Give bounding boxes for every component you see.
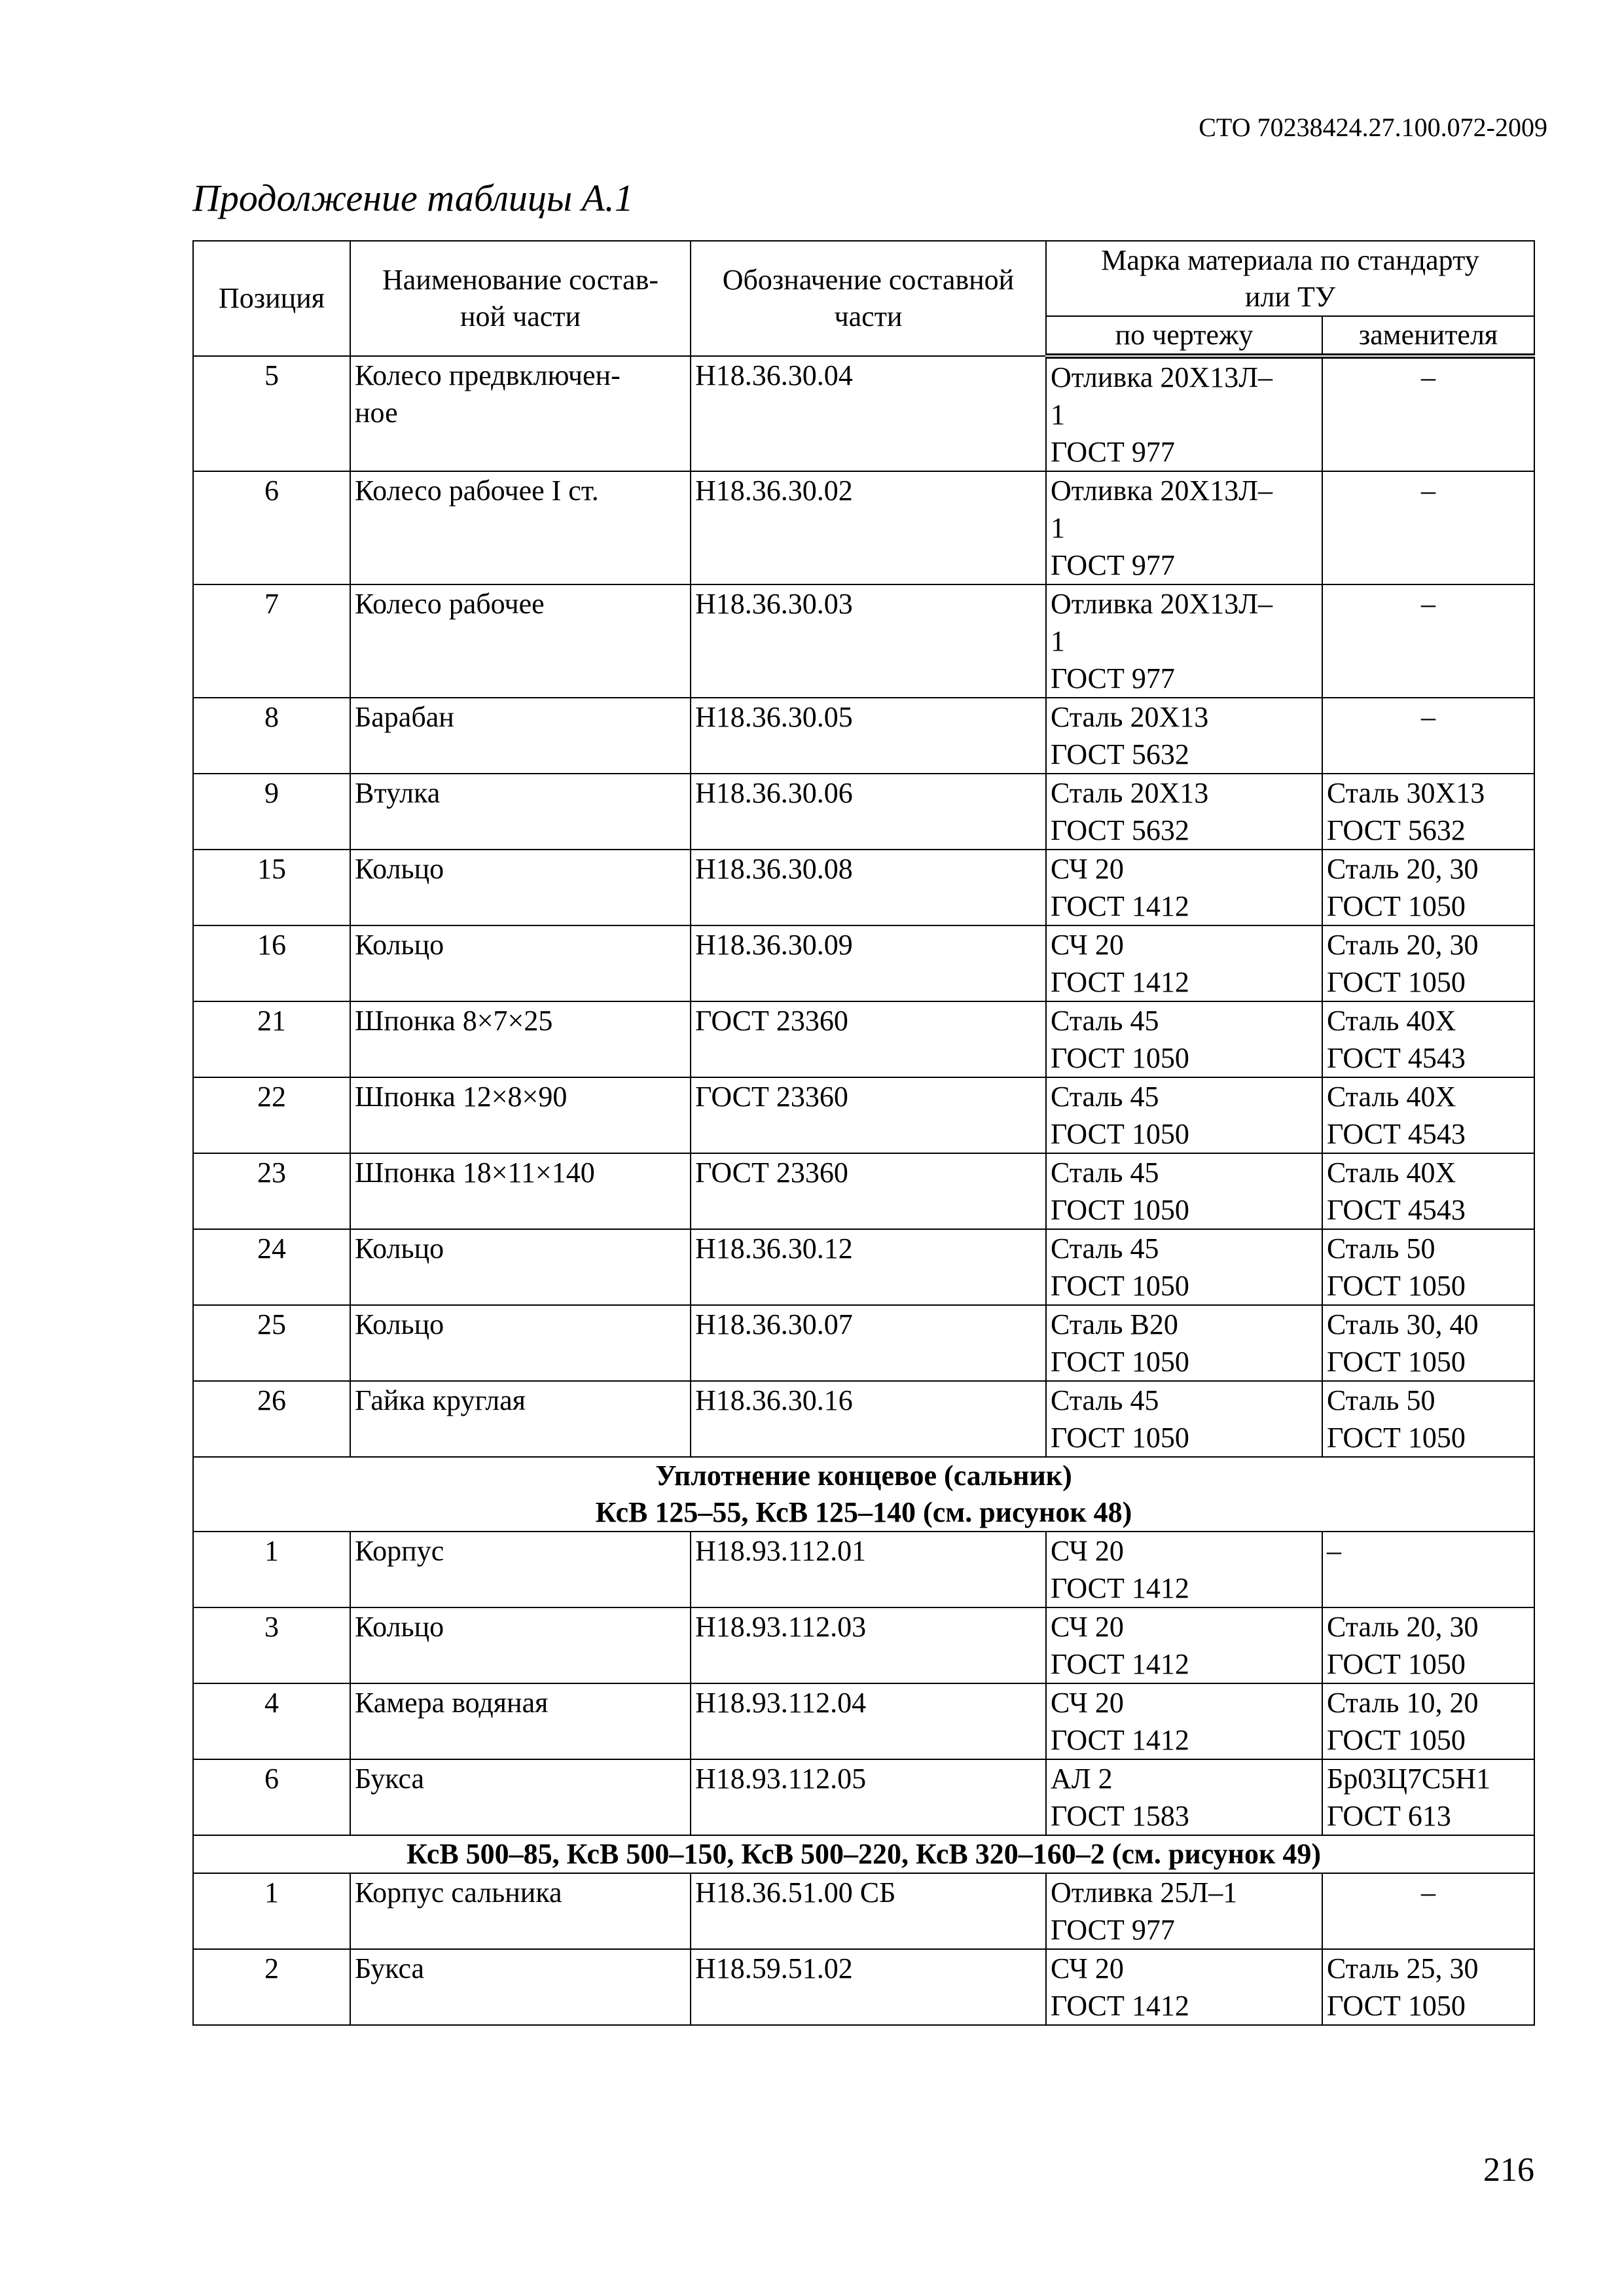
- cell-substitute: Сталь 40Х ГОСТ 4543: [1322, 1077, 1534, 1153]
- cell-material: СЧ 20 ГОСТ 1412: [1046, 1949, 1322, 2025]
- cell-position: 23: [193, 1153, 350, 1229]
- table-row: [193, 774, 1534, 850]
- cell-part-name: Букса: [350, 1759, 691, 1835]
- cell-designation: Н18.36.30.07: [691, 1305, 1046, 1381]
- cell-part-name: Колесо предвключен- ное: [350, 356, 691, 471]
- cell-substitute: Сталь 30Х13 ГОСТ 5632: [1322, 774, 1534, 850]
- section-heading-text: КсВ 500–85, КсВ 500–150, КсВ 500–220, КсВ 320–160–2 (см. рисунок 49): [193, 1835, 1534, 1873]
- cell-part-name: Колесо рабочее I ст.: [350, 471, 691, 584]
- cell-substitute: –: [1322, 471, 1534, 584]
- cell-part-name: Кольцо: [350, 1305, 691, 1381]
- cell-material: Сталь 45 ГОСТ 1050: [1046, 1229, 1322, 1305]
- cell-designation: Н18.59.51.02: [691, 1949, 1046, 2025]
- table-caption: Продолжение таблицы А.1: [192, 177, 634, 219]
- table-header: [193, 241, 1534, 356]
- table-row: [193, 1683, 1534, 1759]
- cell-position: 3: [193, 1607, 350, 1683]
- cell-substitute: Сталь 50 ГОСТ 1050: [1322, 1229, 1534, 1305]
- cell-part-name: Камера водяная: [350, 1683, 691, 1759]
- table-row: [193, 1381, 1534, 1457]
- cell-part-name: Гайка круглая: [350, 1381, 691, 1457]
- table-row: [193, 698, 1534, 774]
- cell-position: 22: [193, 1077, 350, 1153]
- cell-material: СЧ 20 ГОСТ 1412: [1046, 850, 1322, 925]
- cell-part-name: Букса: [350, 1949, 691, 2025]
- cell-substitute: –: [1322, 584, 1534, 698]
- cell-substitute: Бр03Ц7С5Н1 ГОСТ 613: [1322, 1759, 1534, 1835]
- cell-substitute: Сталь 20, 30 ГОСТ 1050: [1322, 850, 1534, 925]
- cell-designation: Н18.36.30.03: [691, 584, 1046, 698]
- cell-designation: Н18.36.30.12: [691, 1229, 1046, 1305]
- cell-part-name: Шпонка 8×7×25: [350, 1001, 691, 1077]
- cell-designation: Н18.93.112.01: [691, 1532, 1046, 1607]
- cell-material: Сталь 20Х13 ГОСТ 5632: [1046, 774, 1322, 850]
- cell-position: 5: [193, 356, 350, 471]
- cell-designation: Н18.93.112.05: [691, 1759, 1046, 1835]
- table-row: [193, 925, 1534, 1001]
- cell-designation: Н18.36.30.02: [691, 471, 1046, 584]
- cell-part-name: Шпонка 12×8×90: [350, 1077, 691, 1153]
- table-row: [193, 1305, 1534, 1381]
- table-row: [193, 1873, 1534, 1949]
- cell-designation: Н18.36.30.06: [691, 774, 1046, 850]
- cell-position: 24: [193, 1229, 350, 1305]
- cell-material: СЧ 20 ГОСТ 1412: [1046, 925, 1322, 1001]
- header-by-drawing: по чертежу: [1046, 316, 1322, 356]
- cell-part-name: Шпонка 18×11×140: [350, 1153, 691, 1229]
- header-position: Позиция: [193, 241, 350, 356]
- cell-material: Сталь 45 ГОСТ 1050: [1046, 1077, 1322, 1153]
- header-part-name: Наименование состав- ной части: [350, 241, 691, 356]
- table-row: [193, 1077, 1534, 1153]
- cell-material: Сталь 45 ГОСТ 1050: [1046, 1001, 1322, 1077]
- cell-position: 15: [193, 850, 350, 925]
- cell-designation: ГОСТ 23360: [691, 1077, 1046, 1153]
- cell-part-name: Корпус: [350, 1532, 691, 1607]
- cell-substitute: –: [1322, 698, 1534, 774]
- cell-part-name: Кольцо: [350, 850, 691, 925]
- table-row: [193, 1001, 1534, 1077]
- header-part-designation: Обозначение составной части: [691, 241, 1046, 356]
- table-row: [193, 1607, 1534, 1683]
- cell-material: Сталь 45 ГОСТ 1050: [1046, 1381, 1322, 1457]
- cell-designation: Н18.93.112.04: [691, 1683, 1046, 1759]
- cell-position: 6: [193, 471, 350, 584]
- cell-position: 8: [193, 698, 350, 774]
- cell-designation: ГОСТ 23360: [691, 1001, 1046, 1077]
- cell-designation: Н18.36.30.16: [691, 1381, 1046, 1457]
- table-row: [193, 1229, 1534, 1305]
- cell-position: 1: [193, 1873, 350, 1949]
- cell-material: СЧ 20 ГОСТ 1412: [1046, 1607, 1322, 1683]
- cell-designation: Н18.93.112.03: [691, 1607, 1046, 1683]
- cell-designation: Н18.36.30.05: [691, 698, 1046, 774]
- cell-material: СЧ 20 ГОСТ 1412: [1046, 1683, 1322, 1759]
- cell-material: АЛ 2 ГОСТ 1583: [1046, 1759, 1322, 1835]
- table-row: [193, 584, 1534, 698]
- cell-position: 7: [193, 584, 350, 698]
- cell-designation: Н18.36.30.04: [691, 356, 1046, 471]
- cell-material: Отливка 20Х13Л– 1 ГОСТ 977: [1046, 471, 1322, 584]
- header-material-group: Марка материала по стандарту или ТУ: [1046, 241, 1534, 316]
- cell-position: 25: [193, 1305, 350, 1381]
- cell-designation: ГОСТ 23360: [691, 1153, 1046, 1229]
- cell-part-name: Кольцо: [350, 925, 691, 1001]
- cell-position: 26: [193, 1381, 350, 1457]
- header-substitute: заменителя: [1322, 316, 1534, 356]
- cell-substitute: Сталь 10, 20 ГОСТ 1050: [1322, 1683, 1534, 1759]
- section-heading-text: Уплотнение концевое (сальник) КсВ 125–55, КсВ 125–140 (см. рисунок 48): [193, 1457, 1534, 1532]
- cell-designation: Н18.36.51.00 СБ: [691, 1873, 1046, 1949]
- cell-position: 21: [193, 1001, 350, 1077]
- cell-substitute: Сталь 20, 30 ГОСТ 1050: [1322, 925, 1534, 1001]
- cell-part-name: Кольцо: [350, 1229, 691, 1305]
- cell-part-name: Колесо рабочее: [350, 584, 691, 698]
- table-row: [193, 1532, 1534, 1607]
- cell-substitute: –: [1322, 1532, 1534, 1607]
- cell-substitute: Сталь 30, 40 ГОСТ 1050: [1322, 1305, 1534, 1381]
- document-code: СТО 70238424.27.100.072-2009: [1199, 113, 1547, 142]
- cell-substitute: Сталь 40Х ГОСТ 4543: [1322, 1001, 1534, 1077]
- cell-substitute: Сталь 40Х ГОСТ 4543: [1322, 1153, 1534, 1229]
- cell-part-name: Втулка: [350, 774, 691, 850]
- cell-designation: Н18.36.30.08: [691, 850, 1046, 925]
- cell-material: Сталь В20 ГОСТ 1050: [1046, 1305, 1322, 1381]
- cell-position: 4: [193, 1683, 350, 1759]
- cell-position: 16: [193, 925, 350, 1001]
- table-row: [193, 1153, 1534, 1229]
- cell-substitute: Сталь 50 ГОСТ 1050: [1322, 1381, 1534, 1457]
- table-row: [193, 1949, 1534, 2025]
- table-row: [193, 850, 1534, 925]
- table-row: [193, 356, 1534, 471]
- table-row: [193, 471, 1534, 584]
- materials-table-container: [192, 240, 1534, 2026]
- page-number: 216: [1483, 2151, 1534, 2189]
- cell-position: 1: [193, 1532, 350, 1607]
- cell-part-name: Кольцо: [350, 1607, 691, 1683]
- cell-part-name: Корпус сальника: [350, 1873, 691, 1949]
- table-section-heading: [193, 1835, 1534, 1873]
- cell-material: Отливка 20Х13Л– 1 ГОСТ 977: [1046, 356, 1322, 471]
- cell-material: Сталь 45 ГОСТ 1050: [1046, 1153, 1322, 1229]
- cell-substitute: Сталь 25, 30 ГОСТ 1050: [1322, 1949, 1534, 2025]
- cell-substitute: –: [1322, 1873, 1534, 1949]
- table-row: [193, 1759, 1534, 1835]
- cell-substitute: Сталь 20, 30 ГОСТ 1050: [1322, 1607, 1534, 1683]
- table-body: [193, 356, 1534, 2025]
- cell-material: Сталь 20Х13 ГОСТ 5632: [1046, 698, 1322, 774]
- cell-substitute: –: [1322, 356, 1534, 471]
- cell-material: СЧ 20 ГОСТ 1412: [1046, 1532, 1322, 1607]
- table-section-heading: [193, 1457, 1534, 1532]
- cell-material: Отливка 25Л–1 ГОСТ 977: [1046, 1873, 1322, 1949]
- cell-designation: Н18.36.30.09: [691, 925, 1046, 1001]
- cell-material: Отливка 20Х13Л– 1 ГОСТ 977: [1046, 584, 1322, 698]
- cell-position: 2: [193, 1949, 350, 2025]
- cell-part-name: Барабан: [350, 698, 691, 774]
- cell-position: 9: [193, 774, 350, 850]
- cell-position: 6: [193, 1759, 350, 1835]
- materials-table: [192, 240, 1535, 2026]
